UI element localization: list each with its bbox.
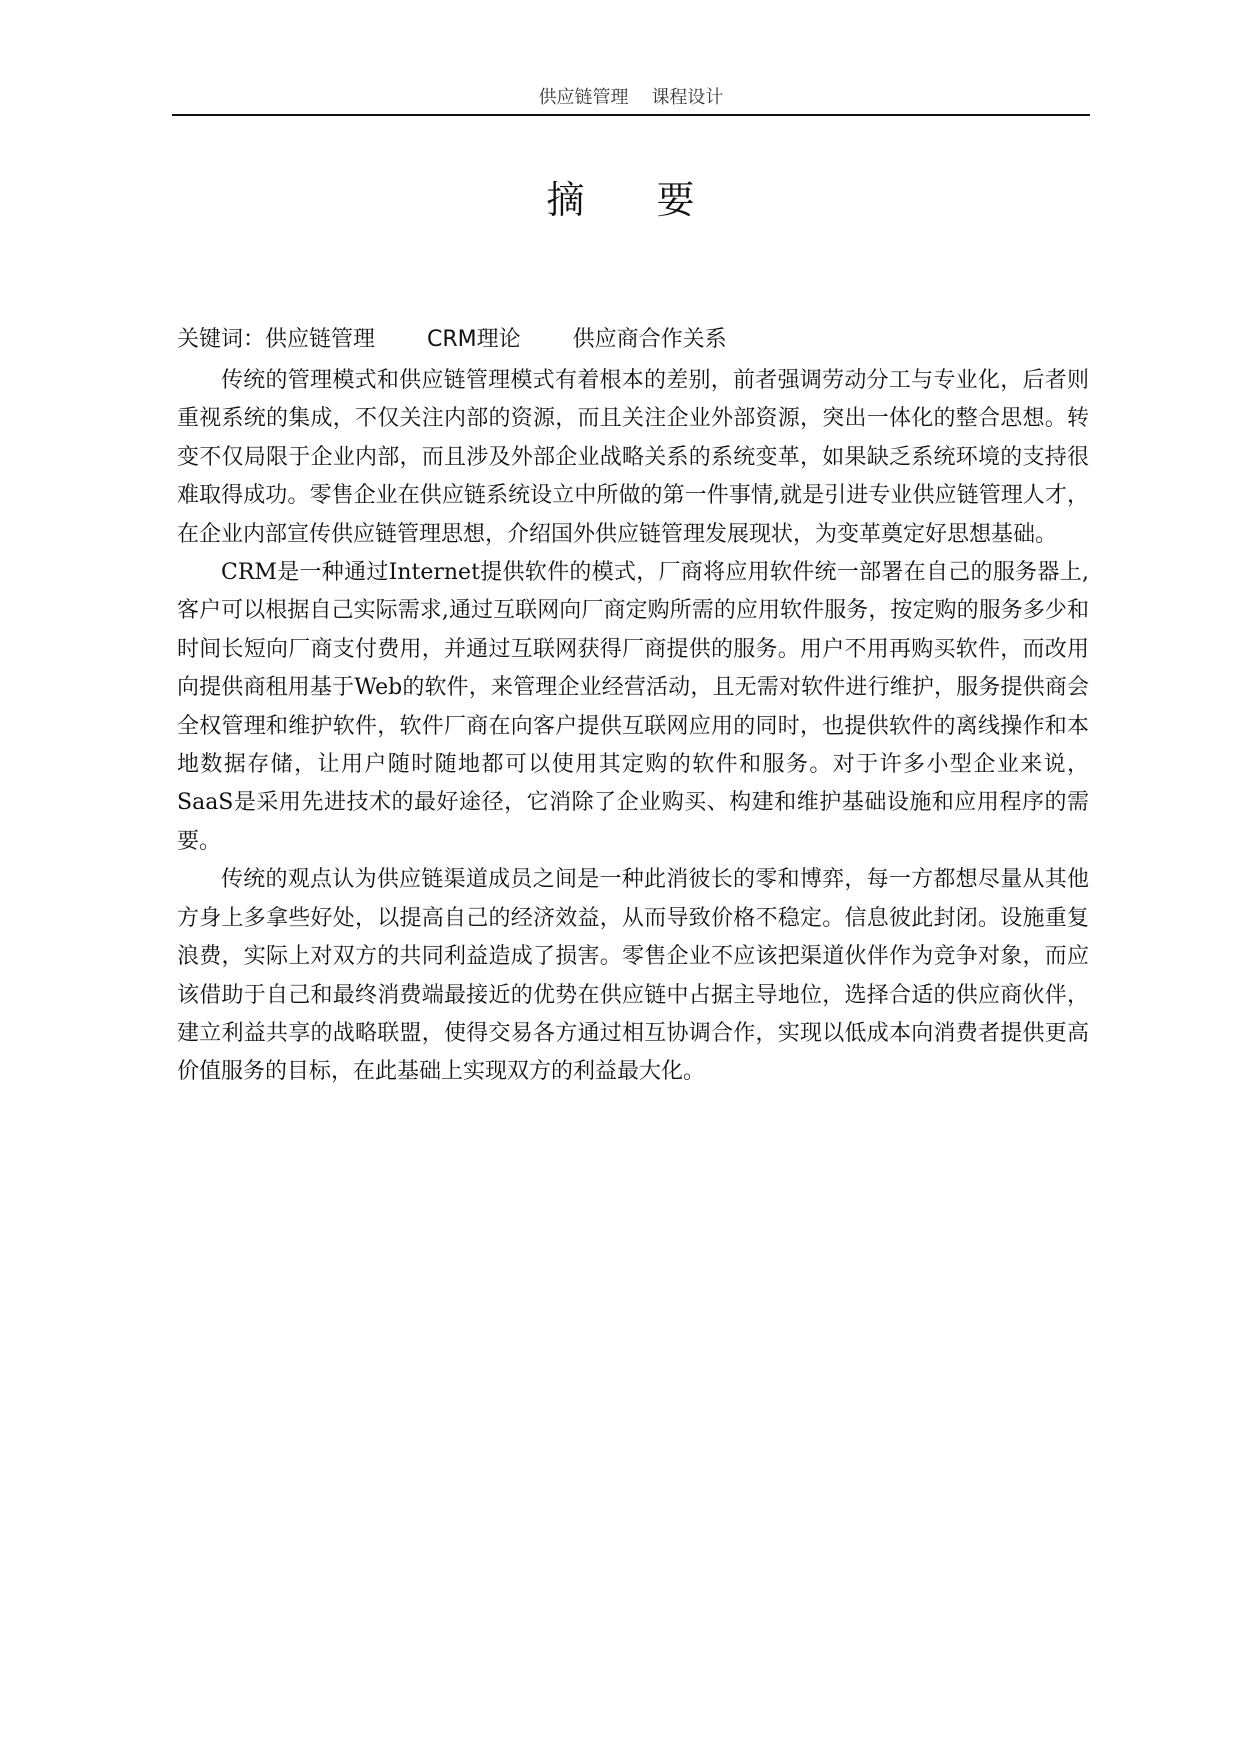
running-header — [172, 86, 1090, 116]
keywords-line — [177, 322, 1077, 358]
keywords-label: 关键词： — [177, 327, 266, 352]
paragraph: CRM是一种通过Internet提供软件的模式，厂商将应用软件统一部署在自己的服务器上,客户可以根据自己实际需求,通过互联网向厂商定购所需的应用软件服务，按定购的服务多少和时间长短向厂商支付费用，并通过互联网获得厂商提供的服务。用户不用再购买软件，而改用向提供商租用基于Web的软件，来管理企业经营活动，且无需对软件进行维护，服务提供商会全权管理和维护软件，软件厂商在向客户提供互联网应用的同时，也提供软件的离线操作和本地数据存储，让用户随时随地都可以使用其定购的软件和服务。对于许多小型企业来说，SaaS是采用先进技术的最好途径，它消除了企业购买、构建和维护基础设施和应用程序的需要。 — [177, 560, 1089, 854]
header-course: 供应链管理 — [538, 87, 629, 108]
keyword-item: 供应商合作关系 — [572, 327, 727, 352]
abstract-body — [177, 362, 1089, 1092]
paragraph: 传统的管理模式和供应链管理模式有着根本的差别，前者强调劳动分工与专业化，后者则重视系统的集成，不仅关注内部的资源，而且关注企业外部资源，突出一体化的整合思想。转变不仅局限于企业内部，而且涉及外部企业战略关系的系统变革，如果缺乏系统环境的支持很难取得成功。零售企业在供应链系统设立中所做的第一件事情,就是引进专业供应链管理人才，在企业内部宣传供应链管理思想，介绍国外供应链管理发展现状，为变革奠定好思想基础。 — [177, 368, 1089, 547]
header-type: 课程设计 — [651, 87, 724, 108]
paragraph: 传统的观点认为供应链渠道成员之间是一种此消彼长的零和博弈，每一方都想尽量从其他方身上多拿些好处，以提高自己的经济效益，从而导致价格不稳定。信息彼此封闭。设施重复浪费，实际上对双方的共同利益造成了损害。零售企业不应该把渠道伙伴作为竞争对象，而应该借助于自己和最终消费端最接近的优势在供应链中占据主导地位，选择合适的供应商伙伴，建立利益共享的战略联盟，使得交易各方通过相互协调合作，实现以低成本向消费者提供更高价值服务的目标，在此基础上实现双方的利益最大化。 — [177, 867, 1089, 1085]
header-gap — [629, 87, 652, 108]
keyword-item: 供应链管理 — [265, 327, 376, 352]
abstract-title: 摘 要 — [546, 178, 725, 222]
keyword-item: CRM理论 — [427, 327, 521, 352]
